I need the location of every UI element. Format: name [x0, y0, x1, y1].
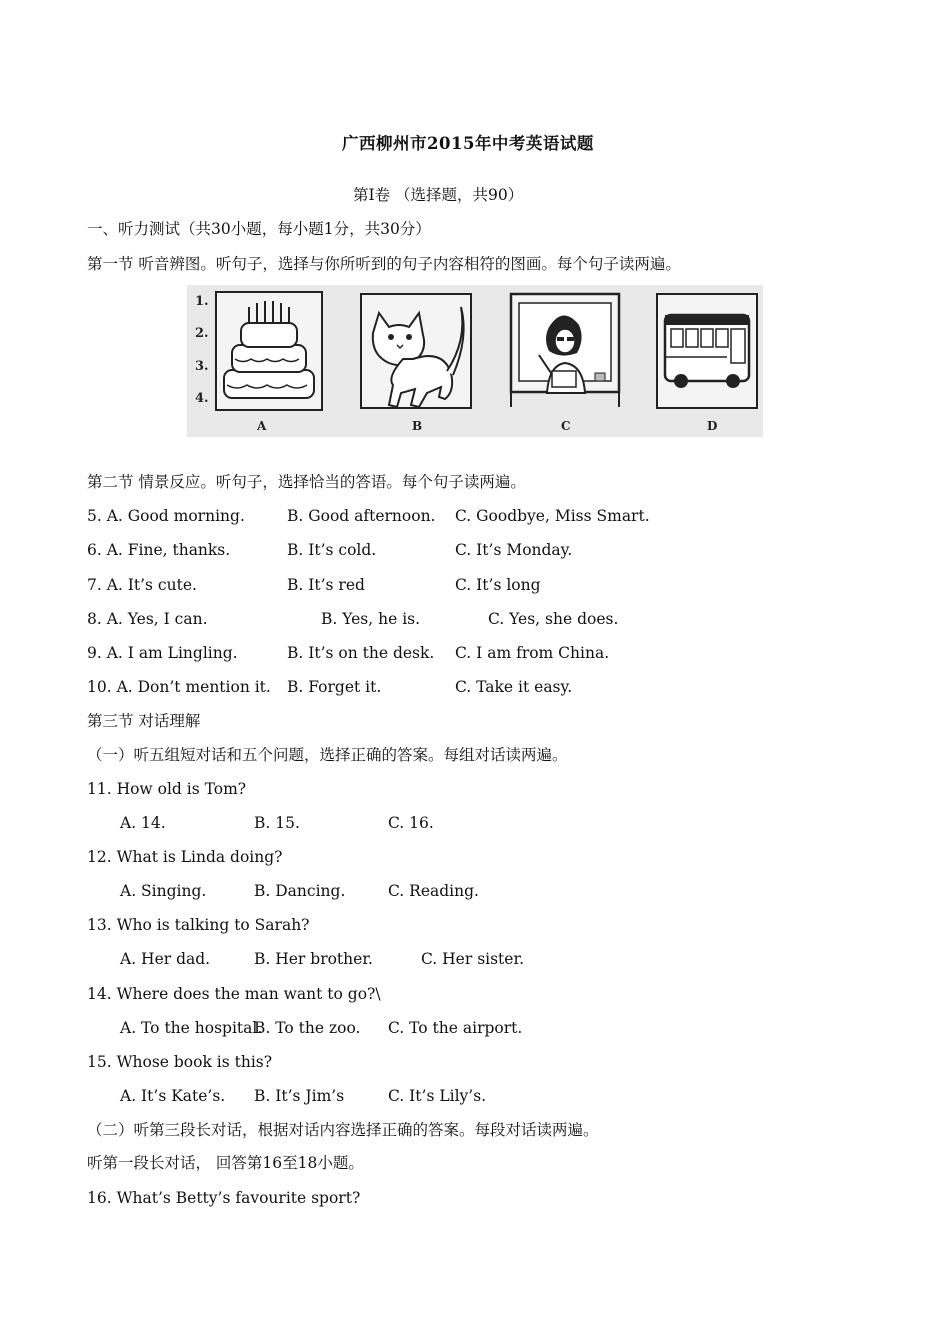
figure-letter-a: A: [257, 419, 267, 433]
q11-question: 11. How old is Tom?: [87, 780, 247, 798]
q15-question: 15. Whose book is this?: [87, 1053, 273, 1071]
q9-option-a: 9. A. I am Lingling.: [87, 644, 238, 662]
page-title: 广西柳州市2015年中考英语试题: [342, 134, 594, 153]
q16-question: 16. What’s Betty’s favourite sport?: [87, 1189, 361, 1207]
q9-option-b: B. It’s on the desk.: [287, 644, 435, 662]
figure-number-3: 3.: [195, 359, 209, 374]
q6-option-b: B. It’s cold.: [287, 541, 377, 559]
figure-number-4: 4.: [195, 391, 209, 406]
q5-option-c: C. Goodbye, Miss Smart.: [455, 507, 650, 525]
subsection2-instruction: （二）听第三段长对话，根据对话内容选择正确的答案。每段对话读两遍。: [87, 1121, 599, 1139]
q14-question: 14. Where does the man want to go?\: [87, 985, 381, 1003]
subsection1-instruction: （一）听五组短对话和五个问题，选择正确的答案。每组对话读两遍。: [87, 746, 568, 764]
cake-icon: [216, 292, 322, 410]
q7-option-c: C. It’s long: [455, 576, 541, 594]
q10-option-a: 10. A. Don’t mention it.: [87, 678, 271, 696]
q12-option-c: C. Reading.: [388, 882, 479, 900]
section1-instruction: 第一节 听音辨图。听句子，选择与你所听到的句子内容相符的图画。每个句子读两遍。: [87, 255, 681, 273]
figure-letter-d: D: [707, 419, 718, 433]
figure-letter-c: C: [561, 419, 571, 433]
figure-number-2: 2.: [195, 326, 209, 341]
q15-option-a: A. It’s Kate’s.: [120, 1087, 226, 1105]
q13-question: 13. Who is talking to Sarah?: [87, 916, 310, 934]
figure-number-1: 1.: [195, 294, 209, 309]
cat-icon: [361, 294, 471, 408]
q8-option-a: 8. A. Yes, I can.: [87, 610, 208, 628]
q11-option-c: C. 16.: [388, 814, 434, 832]
q9-option-c: C. I am from China.: [455, 644, 610, 662]
q13-option-a: A. Her dad.: [120, 950, 211, 968]
section2-instruction: 第二节 情景反应。听句子，选择恰当的答语。每个句子读两遍。: [87, 473, 526, 491]
q13-option-b: B. Her brother.: [254, 950, 373, 968]
q5-option-b: B. Good afternoon.: [287, 507, 436, 525]
q11-option-b: B. 15.: [254, 814, 300, 832]
q12-question: 12. What is Linda doing?: [87, 848, 283, 866]
q7-option-b: B. It’s red: [287, 576, 365, 594]
q6-option-a: 6. A. Fine, thanks.: [87, 541, 231, 559]
q8-option-c: C. Yes, she does.: [488, 610, 619, 628]
q15-option-c: C. It’s Lily’s.: [388, 1087, 487, 1105]
q10-option-b: B. Forget it.: [287, 678, 382, 696]
q14-option-c: C. To the airport.: [388, 1019, 523, 1037]
bus-icon: [657, 294, 757, 408]
q7-option-a: 7. A. It’s cute.: [87, 576, 197, 594]
volume-heading: 第Ⅰ卷 （选择题，共90）: [353, 186, 524, 204]
q8-option-b: B. Yes, he is.: [321, 610, 421, 628]
q11-option-a: A. 14.: [120, 814, 166, 832]
q6-option-c: C. It’s Monday.: [455, 541, 573, 559]
listening-picture-figure: [187, 285, 763, 437]
q10-option-c: C. Take it easy.: [455, 678, 573, 696]
q14-option-a: A. To the hospital.: [120, 1019, 263, 1037]
q12-option-b: B. Dancing.: [254, 882, 346, 900]
q5-option-a: 5. A. Good morning.: [87, 507, 245, 525]
teacher-icon: [511, 294, 619, 407]
section3-heading: 第三节 对话理解: [87, 712, 201, 730]
q14-option-b: B. To the zoo.: [254, 1019, 361, 1037]
part1-heading: 一、听力测试（共30小题，每小题1分，共30分）: [87, 220, 431, 238]
q15-option-b: B. It’s Jim’s: [254, 1087, 345, 1105]
q13-option-c: C. Her sister.: [421, 950, 525, 968]
subsection2-first-dialogue: 听第一段长对话， 回答第16至18小题。: [87, 1154, 364, 1172]
q12-option-a: A. Singing.: [120, 882, 207, 900]
figure-letter-b: B: [412, 419, 423, 433]
